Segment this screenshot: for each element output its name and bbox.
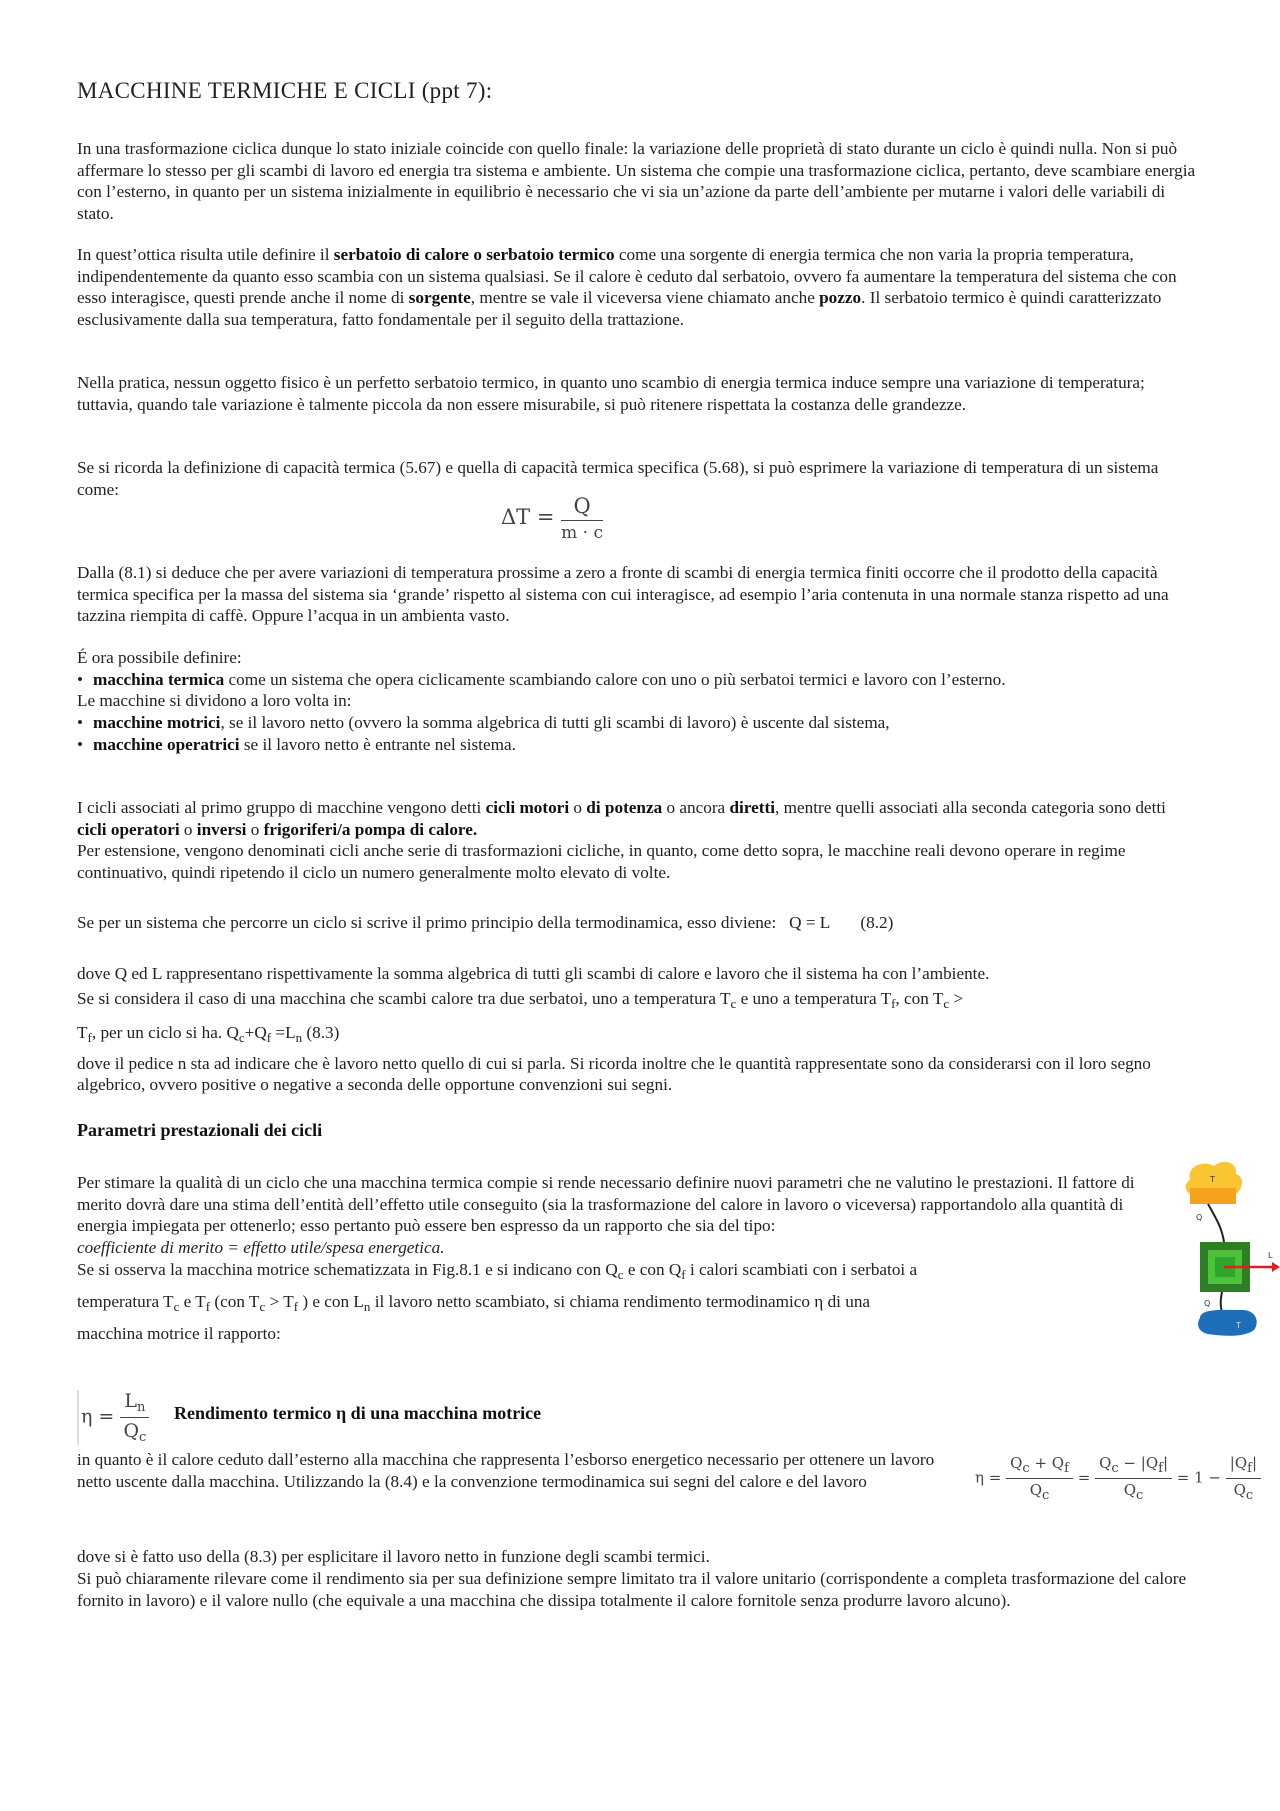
- practice-paragraph: Nella pratica, nessun oggetto fisico è un perfetto serbatoio termico, in quanto uno scambio di energia termica induce sempre una variazione di temperatura; tuttavia, quando tale variazione è talmente piccola da non essere misurabile, si può ritenere rispettata la costanza delle grandezze.: [77, 373, 1145, 414]
- consequence-paragraph: Dalla (8.1) si deduce che per avere variazioni di temperatura prossime a zero a fronte di scambi di energia termica finiti occorre che il prodotto della capacità termica specifica per la massa del sistema sia ‘grande’ rispetto al sistema con cui interagisce, ad esempio l’aria contenuta in una normale stanza rispetto ad una tazzina riempita di caffè. Oppure l’acqua in un ambienta vasto.: [77, 563, 1169, 626]
- list-item: • macchine motrici, se il lavoro netto (ovvero la somma algebrica di tutti gli scambi di lavoro) è uscente dal sistema,: [77, 712, 1197, 734]
- qc-label: Q: [1196, 1213, 1203, 1222]
- ln-label: L: [1268, 1251, 1273, 1260]
- reservoir-paragraph: In quest’ottica risulta utile definire il serbatoio di calore o serbatoio termico come una sorgente di energia termica che non varia la propria temperatura, indipendentemente da quanto esso scambia con un sistema qualsiasi. Se il calore è ceduto dal serbatoio, ovvero fa aumentare la temperatura del sistema che con esso interagisce, questi prende anche il nome di sorgente, mentre se vale il viceversa viene chiamato anche pozzo. Il serbatoio termico è quindi caratterizzato esclusivamente dalla sua temperatura, fatto fondamentale per il seguito della trattazione.: [77, 245, 1177, 330]
- cycles-paragraph: I cicli associati al primo gruppo di macchine vengono detti cicli motori o di potenza o ancora diretti, mentre quelli associati alla seconda categoria sono detti cicli operatori o inversi o frigoriferi/a pompa di calore. Per estensione, vengono denominati cicli anche serie di trasformazioni cicliche, in quanto, come detto sopra, le macchine reali devono operare in regime continuativo, quindi ripetendo il ciclo un numero generalmente molto elevato di volte.: [77, 798, 1166, 883]
- expense-paragraph: in quanto è il calore ceduto dall’esterno alla macchina che rappresenta l’esborso energetico necessario per ottenere un lavoro netto uscente dalla macchina. Utilizzando la (8.4) e la convenzione termodinamica sui segni del calore e del lavoro: [77, 1450, 935, 1491]
- merit-paragraph: Per stimare la qualità di un ciclo che una macchina termica compie si rende necessario definire nuovi parametri che ne valutino le prestazioni. Il fattore di merito dovrà dare una stima dell’entità dell’effetto utile conseguito (sia la trasformazione del calore in lavoro o viceversa) rapportandolo alla quantità di energia impiegata per ottenerlo; esso pertanto può essere ben espresso da un rapporto che sia del tipo: coefficiente di merito = effetto utile/spesa energetica. Se si osserva la macchina motrice schematizzata in Fig.8.1 e si indicano con $Q_c$ e con $Q_f$ i calori scambiati con i serbatoi a temperatura $T_c$ e $T_f$ (con $T_c > T_f$ ) e con $L_n$ il lavoro netto scambiato, si chiama rendimento termodinamico η di una macchina motrice il rapporto:: [77, 1173, 1135, 1343]
- list-item: • macchina termica come un sistema che opera ciclicamente scambiando calore con uno o più serbatoi termici e lavoro con l’esterno.: [77, 669, 1197, 691]
- heat-sum-paragraph: dove Q ed L rappresentano rispettivamente la somma algebrica di tutti gli scambi di calore e lavoro che il sistema ha con l’ambiente. Se si considera il caso di una macchina che scambi calore tra due serbatoi, uno a temperatura $T_c$ e uno a temperatura $T_f$, con $T_c$ > $T_f$, per un ciclo si ha. $Q_c+Q_f =L_n$ (8.3) dove il pedice n sta ad indicare che è lavoro netto quello di cui si parla. Si ricorda inoltre che le quantità rappresentate sono da considerarsi con il loro segno algebrico, ovvero positive o negative a seconda delle opportune convenzioni sui segni.: [77, 964, 1151, 1095]
- qf-label: Q: [1204, 1299, 1211, 1308]
- page-title: MACCHINE TERMICHE E CICLI (ppt 7):: [77, 78, 493, 103]
- first-principle-paragraph: Se per un sistema che percorre un ciclo si scrive il primo principio della termodinamica, esso diviene: Q = L (8.2): [77, 913, 894, 932]
- hot-reservoir-base: [1190, 1188, 1236, 1204]
- section-heading: Parametri prestazionali dei cicli: [77, 1120, 323, 1140]
- delta-t-equation: ΔT = $\frac{Q}{m \cdot c}$: [501, 494, 603, 543]
- qc-arrow: [1208, 1204, 1224, 1242]
- capacity-paragraph: Se si ricorda la definizione di capacità termica (5.67) e quella di capacità termica specifica (5.68), si può esprimere la variazione di temperatura di un sistema come:: [77, 458, 1159, 499]
- ln-arrowhead: [1272, 1262, 1280, 1272]
- limits-paragraph: Si può chiaramente rilevare come il rendimento sia per sua definizione sempre limitato tra il valore unitario (corrispondente a completa trasformazione del calore fornito in lavoro) e il valore nullo (che equivale a una macchina che dissipa totalmente il calore fornitole senza produrre lavoro alcuno).: [77, 1569, 1187, 1610]
- intro-paragraph: In una trasformazione ciclica dunque lo stato iniziale coincide con quello finale: la variazione delle proprietà di stato durante un ciclo è quindi nulla. Non si può affermare lo stesso per gli scambi di lavoro ed energia tra sistema e ambiente. Un sistema che compie una trasformazione ciclica, pertanto, deve scambiare energia con l’esterno, in quanto per un sistema inizialmente in equilibrio è necessario che vi sia un’azione da parte dell’ambiente per mutarne i valori delle variabili di stato.: [77, 139, 1196, 224]
- network-paragraph: dove si è fatto uso della (8.3) per esplicitare il lavoro netto in funzione degli scambi termici.: [77, 1547, 710, 1566]
- efficiency-label: Rendimento termico η di una macchina motrice: [174, 1403, 542, 1423]
- cold-reservoir: [1198, 1310, 1257, 1336]
- efficiency-equation: η = $\frac{L_n}{Q_c}$: [77, 1390, 149, 1445]
- list-item: • macchine operatrici se il lavoro netto è entrante nel sistema.: [77, 734, 1197, 756]
- tc-label: T: [1210, 1175, 1215, 1184]
- efficiency-expanded-equation: η = $\frac{Qc + Qf}{Qc}$ = $\frac{Qc - |Qf|}{Qc}$ = 1 − $\frac{|Qf|}{Qc}$: [975, 1454, 1261, 1503]
- tf-label: T: [1236, 1321, 1241, 1330]
- heat-engine-figure: [1182, 1158, 1280, 1338]
- definitions-block: É ora possibile definire: • macchina termica come un sistema che opera ciclicamente scambiando calore con uno o più serbatoi termici e lavoro con l’esterno. Le macchine si dividono a loro volta in: • macchine motrici, se il lavoro netto (ovvero la somma algebrica di tutti gli scambi di lavoro) è uscente dal sistema, • macchine operatrici se il lavoro netto è entrante nel sistema.: [77, 647, 1197, 756]
